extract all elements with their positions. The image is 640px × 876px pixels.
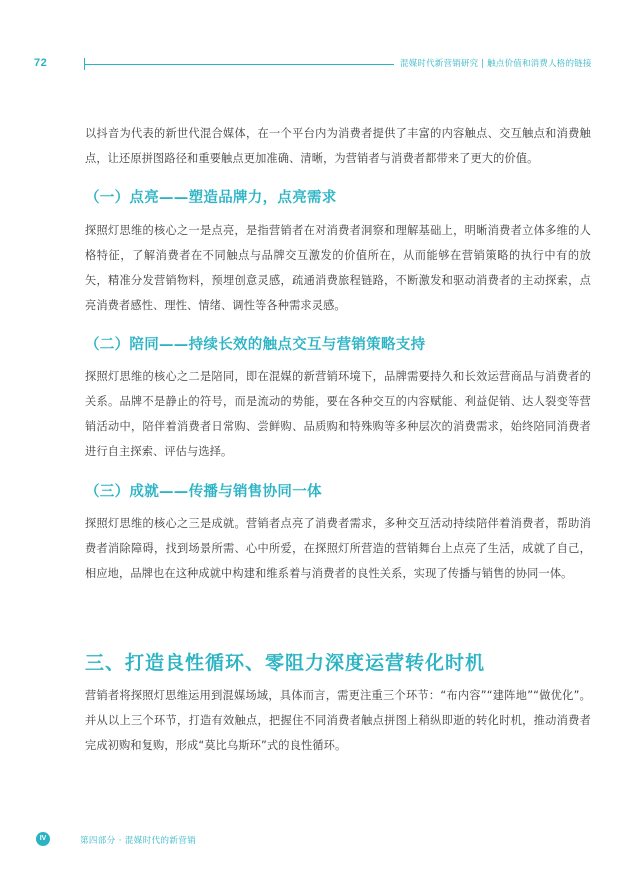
subsection-body-1: 探照灯思维的核心之一是点亮，是指营销者在对消费者洞察和理解基础上，明晰消费者立体多维的人格特征，了解消费者在不同触点与品牌交互激发的价值所在，从而能够在营销策略的执行中有的放矢，精准分发营销物料，预埋创意灵感，疏通消费旅程链路，不断激发和驱动消费者的主动探索，点亮消费者感性、理性、情绪、调性等各种需求灵感。	[85, 224, 591, 312]
section-heading: 三、打造良性循环、零阻力深度运营转化时机	[85, 652, 486, 674]
subsection-body-3: 探照灯思维的核心之三是成就。营销者点亮了消费者需求，多种交互活动持续陪伴着消费者，帮助消费者消除障碍，找到场景所需、心中所爱，在探照灯所营造的营销舞台上点亮了生活，成就了自己，相应地，品牌也在这种成就中构建和维系着与消费者的良性关系，实现了传播与销售的协同一体。	[85, 517, 591, 580]
part-title: 第四部分 · 混媒时代的新营销	[80, 836, 197, 846]
subsection-heading-2: （二）陪同——持续长效的触点交互与营销策略支持	[85, 337, 426, 353]
running-title: 混媒时代新营销研究 | 触点价值和消费人格的链接	[400, 59, 592, 69]
subsection-heading-1: （一）点亮——塑造品牌力，点亮需求	[85, 190, 337, 206]
subsection-heading-3: （三）成就——传播与销售协同一体	[85, 484, 322, 500]
intro-paragraph: 以抖音为代表的新世代混合媒体，在一个平台内为消费者提供了丰富的内容触点、交互触点和消费触点，让还原拼图路径和重要触点更加准确、清晰，为营销者与消费者都带来了更大的价值。	[85, 127, 591, 165]
section-body: 营销者将探照灯思维运用到混媒场域，具体而言，需更注重三个环节：“布内容”“建阵地”“做优化”。并从以上三个环节，打造有效触点，把握住不同消费者触点拼图上稍纵即逝的转化时机，推动消费者完成初购和复购，形成“莫比乌斯环”式的良性循环。	[85, 689, 591, 752]
page-number: 72	[34, 57, 48, 69]
subsection-body-2: 探照灯思维的核心之二是陪同，即在混媒的新营销环境下，品牌需要持久和长效运营商品与消费者的关系。品牌不是静止的符号，而是流动的势能，要在各种交互的内容赋能、利益促销、达人裂变等营销活动中，陪伴着消费者日常购、尝鲜购、品质购和特殊购等多种层次的消费需求，始终陪同消费者进行自主探索、评估与选择。	[85, 370, 591, 458]
header-rule	[84, 64, 394, 65]
part-badge: IV	[36, 832, 50, 846]
